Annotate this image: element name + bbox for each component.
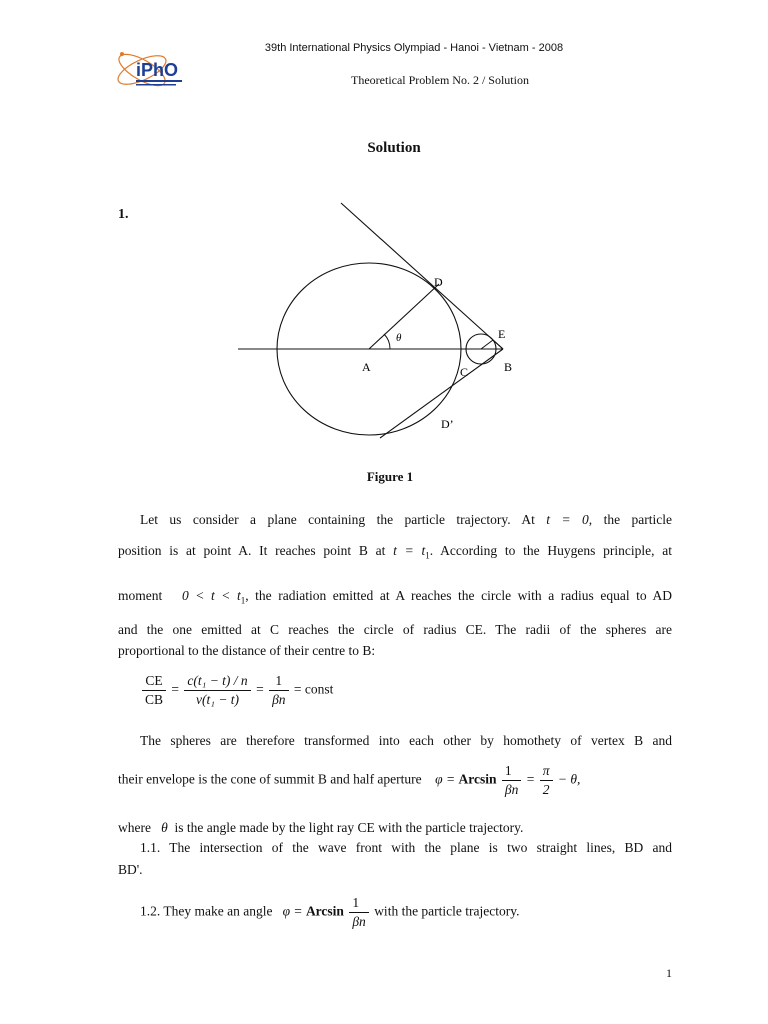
figure-1-diagram [228, 196, 548, 446]
theta-arc [384, 334, 390, 349]
radius-CE [481, 340, 493, 349]
figure-caption: Figure 1 [366, 469, 414, 484]
line-EB [493, 340, 503, 349]
page-title: Solution [367, 140, 421, 156]
logo-text: iPhO [136, 60, 179, 80]
paragraph-1-line-1: Let us consider a plane containing the particle trajectory. At t = 0, the particle [140, 512, 672, 527]
label-C: C [460, 365, 469, 379]
paragraph-1-line-5: proportional to the distance of their centre to B: [118, 643, 376, 658]
paragraph-2-line-1: The spheres are therefore transformed into each other by homothety of vertex B and [140, 733, 672, 748]
paragraph-2-line-2: their envelope is the cone of summit B and half aperture φ = Arcsin $\frac{1}{\beta n}$ = $\frac{\pi}{2}$ − θ, [118, 763, 581, 797]
tangent-line-BD [341, 203, 506, 349]
equation-ratio: $\frac{CE}{CB}$ = $\frac{\text{c(t₁ − t) / n}}{\text{v(t₁ − t)}}$ = $\frac{1}{\beta n}$ = const [140, 672, 333, 709]
label-D: D [434, 275, 443, 289]
radius-AD [369, 284, 439, 349]
item-1-1-line-2: BD'. [118, 862, 143, 877]
label-theta: θ [396, 332, 402, 344]
paragraph-1-line-4: and the one emitted at C reaches the circle of radius CE. The radii of the spheres are [118, 622, 672, 637]
paragraph-3: where θ is the angle made by the light ray CE with the particle trajectory. [118, 820, 524, 835]
paragraph-1-line-3: moment $0 < t < t_1$, the radiation emitted at A reaches the circle with a radius equal to AD [118, 588, 672, 606]
label-A: A [362, 360, 371, 374]
header-line-1: 39th International Physics Olympiad - Hanoi - Vietnam - 2008 [264, 42, 564, 54]
page-number: 1 [666, 966, 672, 980]
paragraph-1-line-2: position is at point A. It reaches point B at $t = t_1$. According to the Huygens principle, at [118, 543, 672, 561]
header-line-2: Theoretical Problem No. 2 / Solution [351, 73, 529, 87]
label-B: B [504, 360, 513, 374]
math-t-zero: t = 0 [546, 512, 589, 527]
item-1-2: 1.2. They make an angle φ = Arcsin $\frac{1}{\beta n}$ with the particle trajectory. [140, 895, 520, 929]
label-E: E [498, 327, 506, 341]
section-number: 1. [118, 207, 129, 222]
ipho-logo [112, 42, 192, 94]
item-1-1-line-1: 1.1. The intersection of the wave front with the plane is two straight lines, BD and [140, 840, 672, 855]
label-D-prime: D’ [441, 417, 454, 431]
